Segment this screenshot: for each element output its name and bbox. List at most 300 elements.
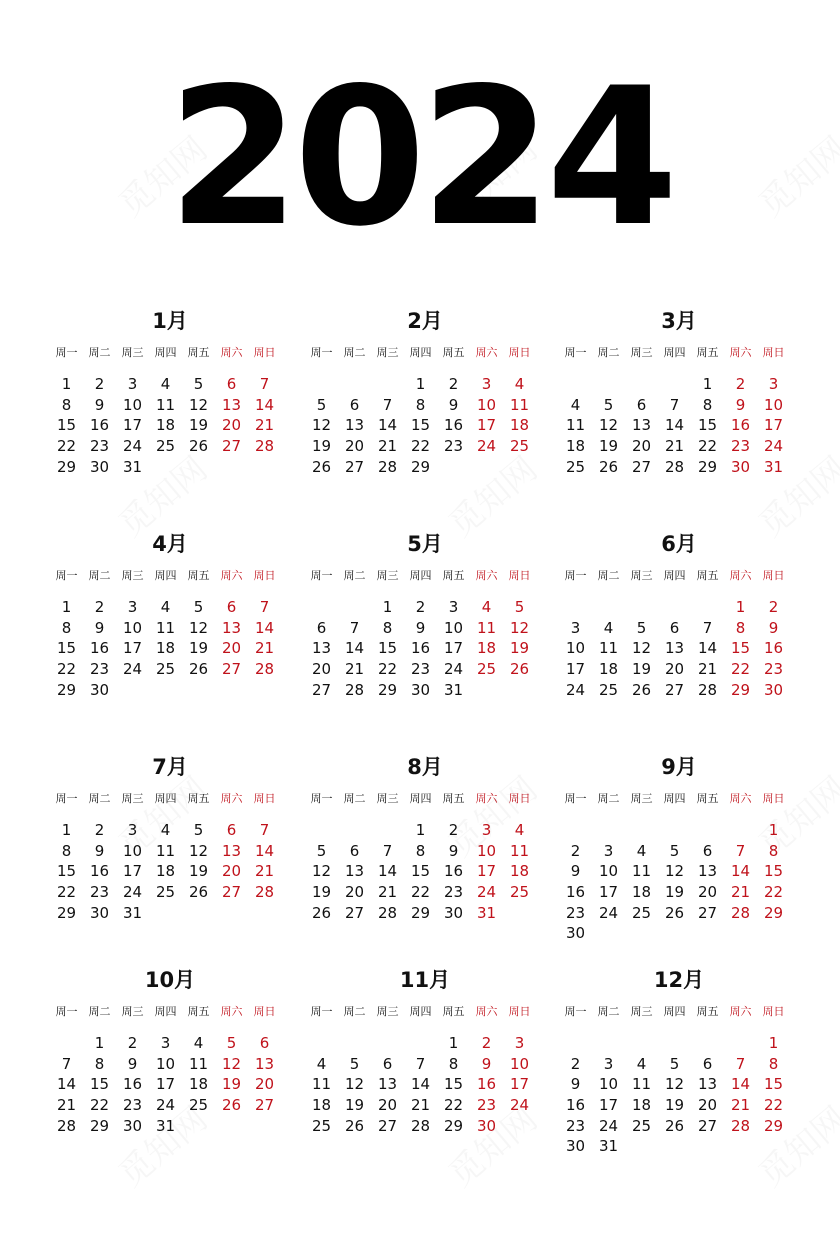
day-cell: 10: [476, 841, 497, 860]
weekday-header: [559, 567, 799, 585]
day-cell: 2: [735, 375, 746, 393]
day-cell: 25: [155, 437, 176, 456]
day-cell: 28: [697, 680, 718, 699]
weekday-label: 周日: [253, 792, 276, 805]
weekday-label: 周二: [597, 792, 620, 805]
weekday-label: 周日: [508, 792, 531, 805]
day-cell: 1: [382, 598, 393, 616]
day-cell: 20: [311, 660, 332, 679]
day-cell: 11: [598, 639, 619, 658]
day-cell: 9: [735, 395, 746, 414]
day-cell: 24: [565, 680, 586, 699]
day-cell: 23: [476, 1096, 497, 1115]
day-cell: 3: [481, 375, 492, 393]
empty-cell: [404, 1033, 437, 1054]
day-cell: 23: [565, 1116, 586, 1135]
day-cell: 21: [730, 883, 751, 902]
month-block: [50, 529, 290, 700]
day-cell: 11: [509, 395, 530, 414]
day-cell: 24: [122, 883, 143, 902]
empty-cell: [691, 820, 724, 841]
month-block: [50, 965, 290, 1136]
empty-cell: [338, 1033, 371, 1054]
day-cell: 14: [377, 862, 398, 881]
day-cell: 25: [631, 903, 652, 922]
day-cell: 3: [481, 821, 492, 839]
day-cell: 8: [735, 618, 746, 637]
day-cell: 8: [382, 618, 393, 637]
day-cell: 10: [598, 1075, 619, 1094]
day-cell: 23: [763, 660, 784, 679]
day-cell: 16: [122, 1075, 143, 1094]
day-cell: 3: [514, 1034, 525, 1052]
weekday-label: 周二: [88, 1005, 111, 1018]
day-cell: 15: [56, 416, 77, 435]
day-cell: 24: [122, 437, 143, 456]
weekday-label: 周一: [310, 569, 333, 582]
day-cell: 13: [221, 395, 242, 414]
day-cell: 1: [61, 375, 72, 393]
day-cell: 13: [311, 639, 332, 658]
day-cell: 25: [631, 1116, 652, 1135]
day-cell: 13: [377, 1075, 398, 1094]
day-cell: 24: [476, 883, 497, 902]
day-cell: 12: [598, 416, 619, 435]
weekday-label: 周日: [508, 569, 531, 582]
day-cell: 19: [311, 883, 332, 902]
day-cell: 9: [415, 618, 426, 637]
day-cell: 1: [702, 375, 713, 393]
day-cell: 17: [122, 862, 143, 881]
day-cell: 9: [570, 1075, 581, 1094]
day-cell: 27: [664, 680, 685, 699]
day-cell: 30: [89, 680, 110, 699]
day-cell: 13: [221, 618, 242, 637]
day-cell: 12: [311, 416, 332, 435]
day-cell: 31: [122, 457, 143, 476]
day-cell: 10: [598, 862, 619, 881]
month-title: 2月: [407, 309, 443, 333]
weekday-label: 周四: [663, 569, 686, 582]
weekday-label: 周四: [663, 1005, 686, 1018]
day-cell: 3: [127, 821, 138, 839]
day-cell: 20: [254, 1075, 275, 1094]
empty-cell: [338, 597, 371, 618]
day-grid: [559, 820, 799, 944]
empty-cell: [658, 374, 691, 395]
day-cell: 17: [598, 883, 619, 902]
day-cell: 8: [61, 618, 72, 637]
weekday-label: 周五: [696, 569, 719, 582]
month-block: [305, 306, 545, 477]
weekday-header: [50, 1003, 290, 1021]
month-block: [305, 752, 545, 923]
day-cell: 25: [598, 680, 619, 699]
weekday-label: 周一: [564, 792, 587, 805]
day-cell: 12: [311, 862, 332, 881]
day-cell: 1: [768, 1034, 779, 1052]
weekday-header: [305, 1003, 545, 1021]
day-grid: [50, 820, 290, 923]
empty-cell: [724, 1033, 757, 1054]
day-cell: 5: [316, 841, 327, 860]
weekday-label: 周四: [154, 346, 177, 359]
day-cell: 26: [188, 660, 209, 679]
day-cell: 12: [188, 618, 209, 637]
empty-cell: [658, 1033, 691, 1054]
day-cell: 10: [565, 639, 586, 658]
weekday-label: 周日: [762, 1005, 785, 1018]
day-cell: 13: [631, 416, 652, 435]
day-cell: 14: [56, 1075, 77, 1094]
day-cell: 27: [697, 903, 718, 922]
day-cell: 25: [155, 883, 176, 902]
day-cell: 14: [697, 639, 718, 658]
day-cell: 17: [122, 416, 143, 435]
empty-cell: [691, 1033, 724, 1054]
month-title: 6月: [661, 532, 697, 556]
month-block: [50, 306, 290, 477]
day-cell: 27: [697, 1116, 718, 1135]
day-cell: 23: [89, 660, 110, 679]
empty-cell: [592, 1033, 625, 1054]
month-title: 3月: [661, 309, 697, 333]
day-cell: 7: [735, 1054, 746, 1073]
day-cell: 18: [155, 862, 176, 881]
day-cell: 5: [226, 1034, 237, 1052]
weekday-label: 周五: [696, 346, 719, 359]
day-cell: 4: [160, 598, 171, 616]
day-cell: 6: [702, 1054, 713, 1073]
month-block: [50, 752, 290, 923]
day-cell: 11: [565, 416, 586, 435]
year-title: 2024: [167, 47, 673, 268]
day-cell: 9: [127, 1054, 138, 1073]
day-cell: 18: [631, 1096, 652, 1115]
day-cell: 15: [697, 416, 718, 435]
day-cell: 19: [188, 416, 209, 435]
day-cell: 6: [226, 598, 237, 616]
day-cell: 15: [730, 639, 751, 658]
weekday-label: 周四: [154, 1005, 177, 1018]
day-cell: 8: [94, 1054, 105, 1073]
weekday-label: 周二: [597, 346, 620, 359]
day-cell: 10: [122, 395, 143, 414]
day-cell: 16: [443, 416, 464, 435]
day-cell: 18: [476, 639, 497, 658]
empty-cell: [724, 820, 757, 841]
day-cell: 30: [476, 1116, 497, 1135]
day-cell: 28: [730, 1116, 751, 1135]
day-cell: 5: [193, 375, 204, 393]
day-cell: 22: [443, 1096, 464, 1115]
day-cell: 14: [664, 416, 685, 435]
day-cell: 21: [254, 416, 275, 435]
day-cell: 29: [56, 457, 77, 476]
day-cell: 5: [316, 395, 327, 414]
weekday-label: 周二: [88, 569, 111, 582]
month-title: 8月: [407, 755, 443, 779]
day-grid: [559, 374, 799, 477]
day-cell: 1: [415, 375, 426, 393]
weekday-label: 周一: [55, 1005, 78, 1018]
weekday-label: 周日: [508, 346, 531, 359]
weekday-label: 周六: [475, 792, 498, 805]
weekday-label: 周四: [154, 792, 177, 805]
day-cell: 3: [603, 841, 614, 860]
day-cell: 3: [603, 1054, 614, 1073]
day-cell: 11: [476, 618, 497, 637]
weekday-label: 周五: [187, 792, 210, 805]
day-cell: 27: [221, 660, 242, 679]
day-cell: 6: [669, 618, 680, 637]
day-cell: 4: [636, 841, 647, 860]
day-cell: 24: [122, 660, 143, 679]
day-cell: 19: [188, 639, 209, 658]
day-cell: 10: [443, 618, 464, 637]
empty-cell: [338, 374, 371, 395]
day-cell: 14: [254, 841, 275, 860]
empty-cell: [592, 820, 625, 841]
weekday-label: 周四: [409, 569, 432, 582]
month-block: [559, 752, 799, 944]
weekday-label: 周六: [729, 346, 752, 359]
day-cell: 20: [221, 416, 242, 435]
day-cell: 7: [259, 598, 270, 616]
day-cell: 14: [377, 416, 398, 435]
day-cell: 13: [344, 416, 365, 435]
empty-cell: [338, 820, 371, 841]
weekday-header: [305, 790, 545, 808]
day-cell: 23: [410, 660, 431, 679]
empty-cell: [371, 820, 404, 841]
day-cell: 27: [344, 903, 365, 922]
day-cell: 1: [448, 1034, 459, 1052]
day-grid: [305, 597, 545, 700]
weekday-label: 周日: [508, 1005, 531, 1018]
weekday-label: 周五: [696, 1005, 719, 1018]
day-cell: 20: [664, 660, 685, 679]
weekday-label: 周六: [475, 346, 498, 359]
day-cell: 30: [565, 924, 586, 943]
day-cell: 17: [122, 639, 143, 658]
weekday-label: 周六: [475, 1005, 498, 1018]
weekday-label: 周二: [343, 569, 366, 582]
day-cell: 12: [221, 1054, 242, 1073]
empty-cell: [50, 1033, 83, 1054]
day-cell: 6: [349, 841, 360, 860]
weekday-label: 周五: [442, 346, 465, 359]
day-cell: 8: [768, 1054, 779, 1073]
day-cell: 4: [514, 821, 525, 839]
day-cell: 13: [697, 862, 718, 881]
day-cell: 2: [768, 598, 779, 616]
day-cell: 29: [730, 680, 751, 699]
day-cell: 5: [603, 395, 614, 414]
weekday-label: 周三: [376, 569, 399, 582]
day-cell: 27: [311, 680, 332, 699]
day-cell: 2: [481, 1034, 492, 1052]
month-block: [559, 306, 799, 477]
day-cell: 10: [476, 395, 497, 414]
day-cell: 19: [188, 862, 209, 881]
day-cell: 21: [730, 1096, 751, 1115]
day-cell: 11: [509, 841, 530, 860]
day-cell: 26: [221, 1096, 242, 1115]
day-cell: 26: [311, 903, 332, 922]
day-cell: 9: [94, 395, 105, 414]
weekday-label: 周一: [564, 346, 587, 359]
day-cell: 6: [349, 395, 360, 414]
day-cell: 22: [763, 1096, 784, 1115]
day-cell: 20: [631, 437, 652, 456]
weekday-label: 周五: [187, 569, 210, 582]
weekday-label: 周三: [630, 346, 653, 359]
day-grid: [305, 374, 545, 477]
day-cell: 1: [735, 598, 746, 616]
day-cell: 30: [410, 680, 431, 699]
day-cell: 17: [509, 1075, 530, 1094]
day-cell: 16: [89, 862, 110, 881]
day-cell: 29: [89, 1116, 110, 1135]
weekday-label: 周一: [310, 1005, 333, 1018]
day-cell: 9: [481, 1054, 492, 1073]
day-cell: 6: [702, 841, 713, 860]
empty-cell: [559, 374, 592, 395]
day-cell: 26: [188, 883, 209, 902]
day-cell: 2: [570, 841, 581, 860]
day-cell: 22: [730, 660, 751, 679]
day-cell: 17: [155, 1075, 176, 1094]
day-cell: 20: [344, 437, 365, 456]
day-cell: 3: [127, 375, 138, 393]
day-cell: 17: [598, 1096, 619, 1115]
day-cell: 27: [377, 1116, 398, 1135]
day-cell: 10: [122, 841, 143, 860]
day-cell: 17: [476, 416, 497, 435]
day-grid: [50, 1033, 290, 1136]
weekday-label: 周一: [55, 792, 78, 805]
month-title: 4月: [152, 532, 188, 556]
weekday-label: 周二: [597, 1005, 620, 1018]
weekday-label: 周一: [310, 346, 333, 359]
day-cell: 21: [697, 660, 718, 679]
day-cell: 27: [221, 437, 242, 456]
weekday-label: 周三: [376, 792, 399, 805]
day-cell: 29: [410, 457, 431, 476]
day-cell: 13: [344, 862, 365, 881]
weekday-label: 周一: [55, 569, 78, 582]
day-cell: 27: [631, 457, 652, 476]
day-cell: 19: [221, 1075, 242, 1094]
day-cell: 9: [94, 618, 105, 637]
day-cell: 19: [311, 437, 332, 456]
day-cell: 4: [193, 1034, 204, 1052]
day-cell: 25: [476, 660, 497, 679]
day-cell: 20: [377, 1096, 398, 1115]
weekday-label: 周三: [121, 346, 144, 359]
month-title: 11月: [399, 968, 451, 992]
day-cell: 14: [410, 1075, 431, 1094]
day-grid: [50, 374, 290, 477]
day-cell: 3: [570, 618, 581, 637]
weekday-label: 周日: [253, 1005, 276, 1018]
day-cell: 3: [127, 598, 138, 616]
day-cell: 18: [631, 883, 652, 902]
day-cell: 17: [443, 639, 464, 658]
day-cell: 24: [509, 1096, 530, 1115]
day-cell: 18: [509, 862, 530, 881]
day-cell: 2: [448, 821, 459, 839]
day-cell: 16: [410, 639, 431, 658]
day-cell: 28: [377, 903, 398, 922]
day-cell: 14: [730, 862, 751, 881]
month-block: [559, 529, 799, 700]
day-cell: 16: [89, 416, 110, 435]
day-cell: 4: [316, 1054, 327, 1073]
day-cell: 20: [221, 639, 242, 658]
month-block: [305, 965, 545, 1136]
day-cell: 4: [603, 618, 614, 637]
weekday-label: 周二: [88, 792, 111, 805]
weekday-header: [305, 567, 545, 585]
day-cell: 28: [254, 660, 275, 679]
day-cell: 22: [56, 660, 77, 679]
day-cell: 12: [344, 1075, 365, 1094]
day-cell: 26: [344, 1116, 365, 1135]
weekday-header: [559, 790, 799, 808]
day-cell: 12: [188, 395, 209, 414]
day-cell: 26: [188, 437, 209, 456]
day-cell: 31: [443, 680, 464, 699]
empty-cell: [371, 1033, 404, 1054]
day-cell: 13: [254, 1054, 275, 1073]
day-cell: 6: [316, 618, 327, 637]
weekday-label: 周三: [630, 792, 653, 805]
day-cell: 11: [188, 1054, 209, 1073]
day-cell: 23: [443, 883, 464, 902]
day-cell: 23: [730, 437, 751, 456]
day-cell: 7: [382, 841, 393, 860]
day-cell: 12: [664, 862, 685, 881]
weekday-label: 周五: [442, 569, 465, 582]
day-cell: 7: [669, 395, 680, 414]
weekday-header: [305, 344, 545, 362]
day-cell: 29: [763, 1116, 784, 1135]
day-cell: 5: [193, 598, 204, 616]
day-cell: 18: [155, 416, 176, 435]
weekday-label: 周三: [630, 1005, 653, 1018]
day-cell: 1: [94, 1034, 105, 1052]
day-cell: 20: [344, 883, 365, 902]
weekday-label: 周四: [663, 346, 686, 359]
day-grid: [559, 1033, 799, 1157]
day-cell: 16: [565, 883, 586, 902]
empty-cell: [559, 597, 592, 618]
day-cell: 25: [509, 437, 530, 456]
weekday-label: 周二: [343, 1005, 366, 1018]
day-cell: 1: [61, 821, 72, 839]
day-cell: 16: [565, 1096, 586, 1115]
day-cell: 15: [89, 1075, 110, 1094]
day-cell: 10: [122, 618, 143, 637]
weekday-label: 周四: [409, 346, 432, 359]
day-cell: 19: [664, 883, 685, 902]
month-title: 12月: [653, 968, 705, 992]
day-cell: 5: [349, 1054, 360, 1073]
day-cell: 31: [155, 1116, 176, 1135]
day-cell: 7: [382, 395, 393, 414]
